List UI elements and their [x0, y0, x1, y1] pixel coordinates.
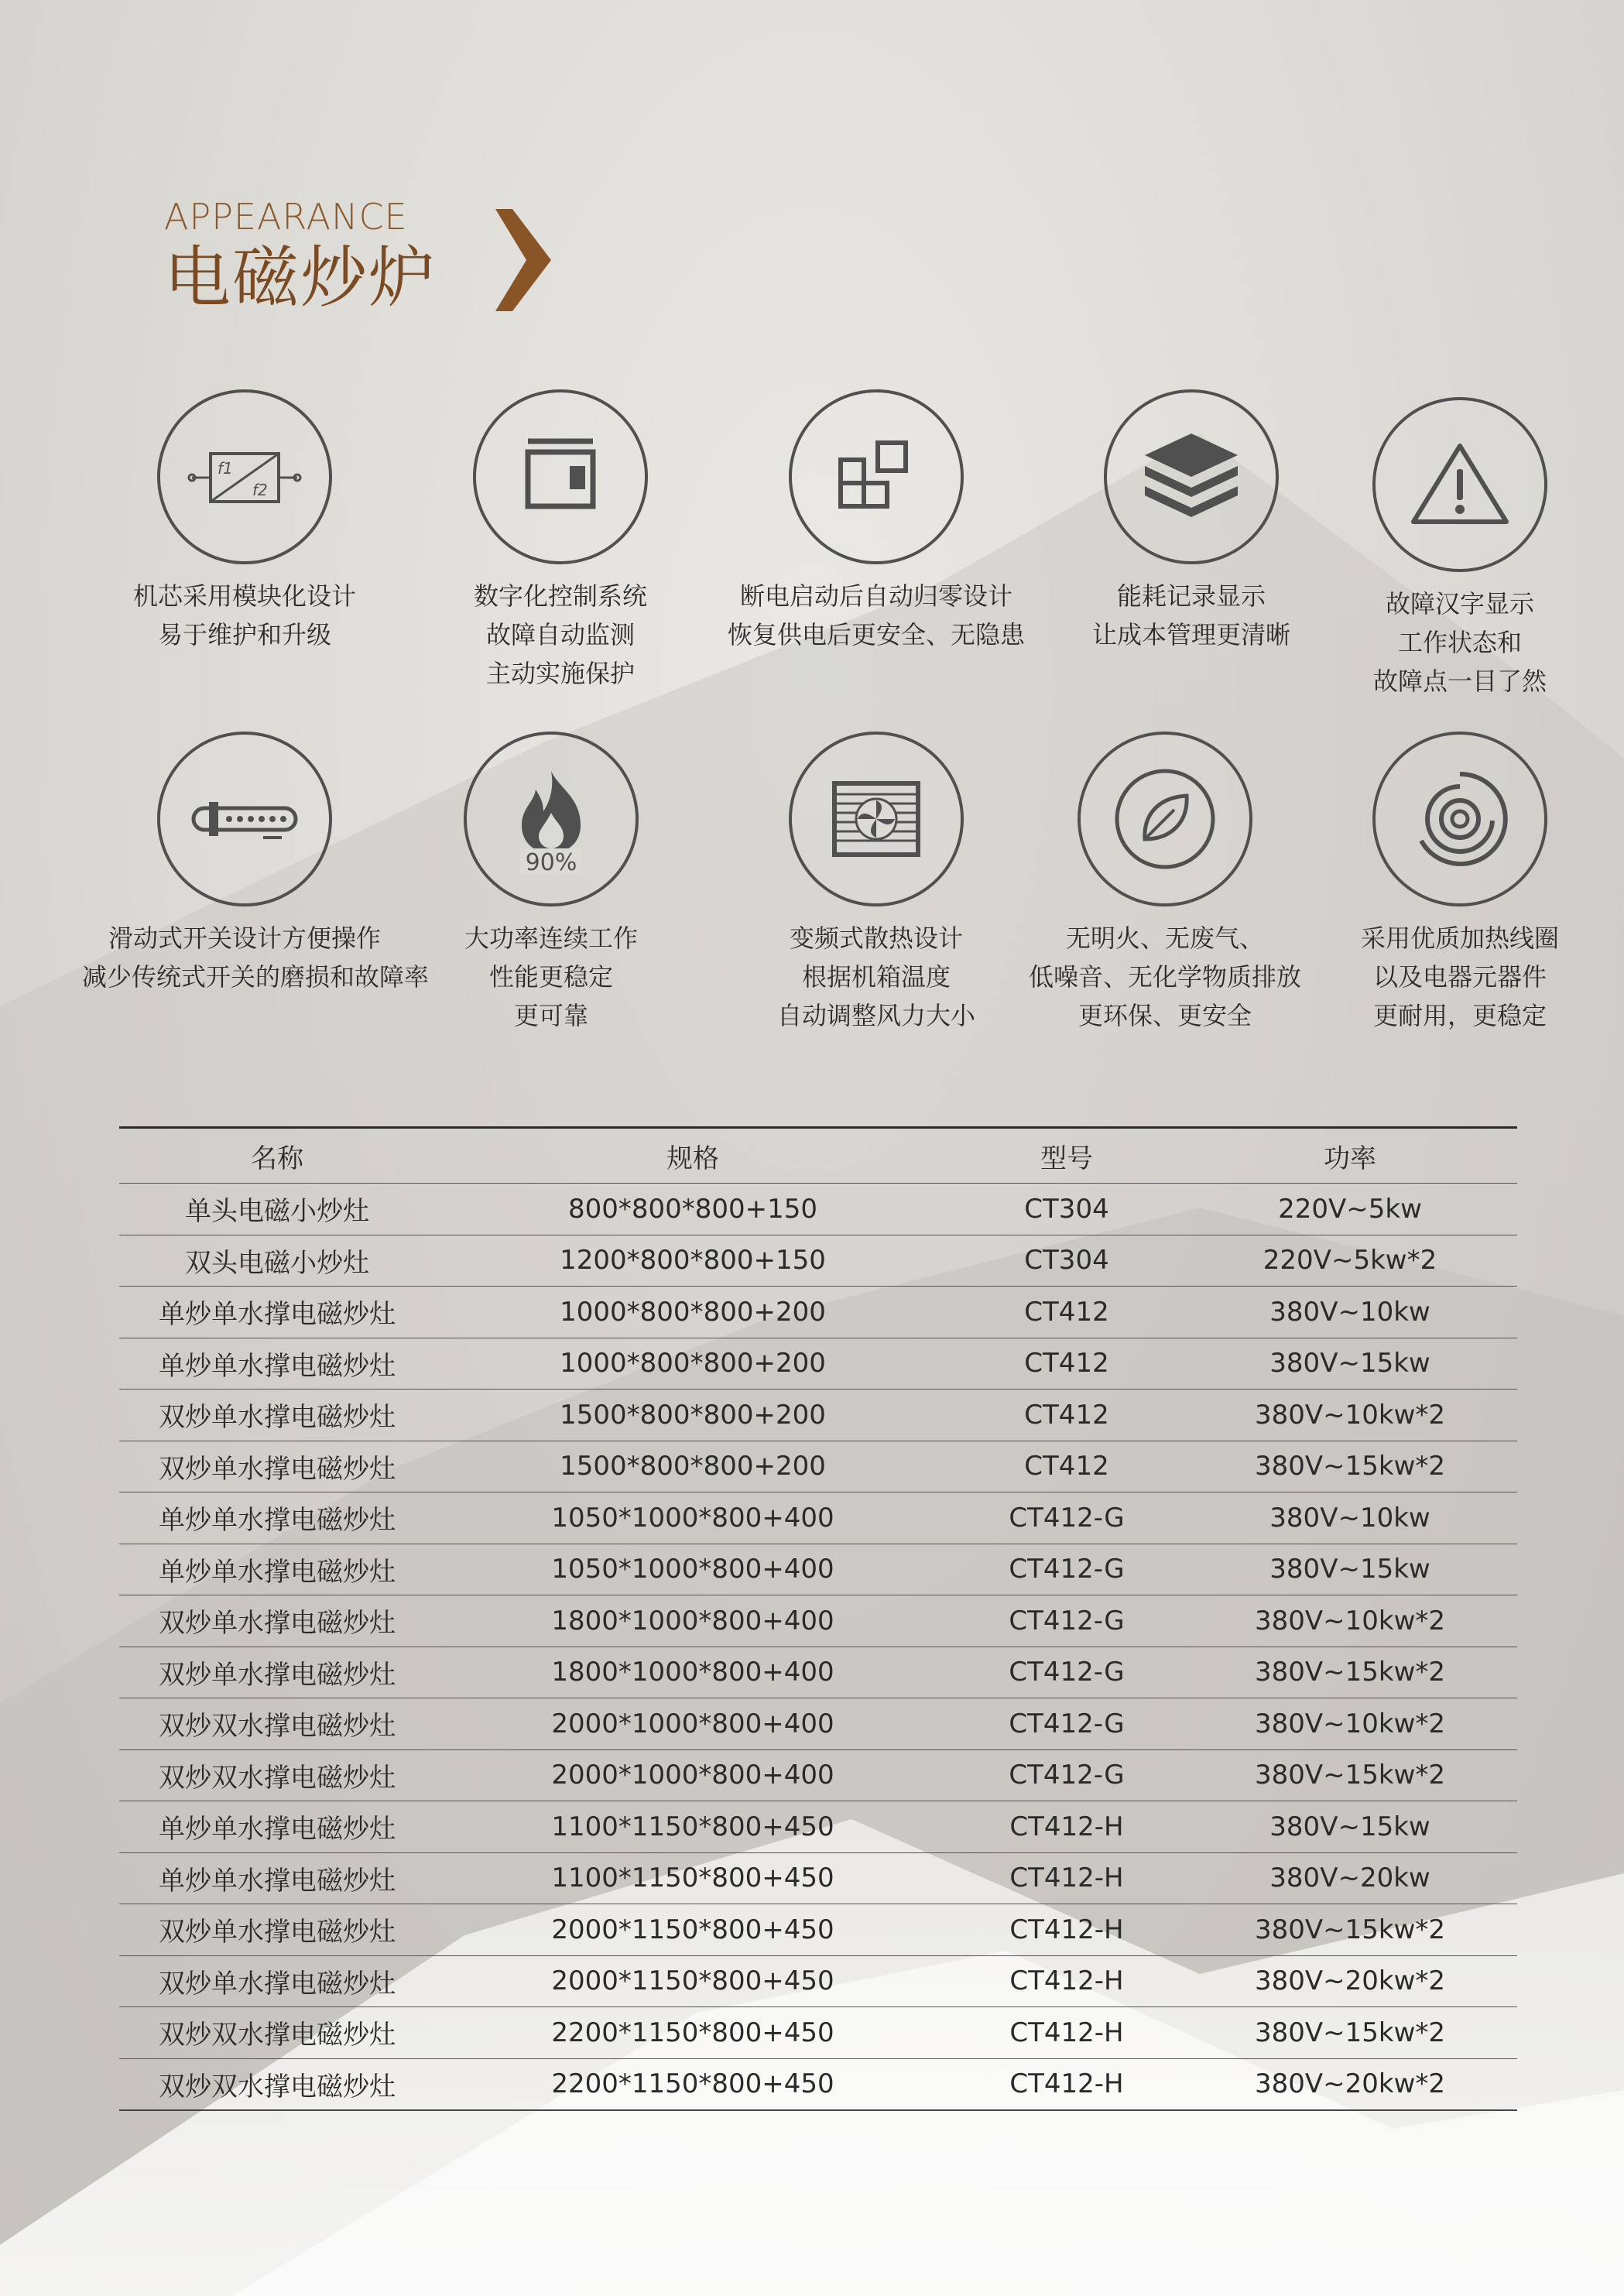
cell-power: 380V~20kw*2	[1183, 2058, 1517, 2110]
cell-power: 380V~15kw	[1183, 1544, 1517, 1595]
cell-model: CT412-H	[951, 1852, 1183, 1904]
cell-spec: 1000*800*800+200	[435, 1287, 951, 1338]
table-row	[119, 1390, 1517, 1441]
cell-name: 单炒单水撑电磁炒灶	[119, 1852, 435, 1904]
cell-spec: 2000*1150*800+450	[435, 1904, 951, 1956]
chevron-right-icon	[495, 209, 551, 311]
cell-name: 双炒单水撑电磁炒灶	[119, 1441, 435, 1492]
table-header-row	[119, 1128, 1517, 1184]
cell-name: 双炒双水撑电磁炒灶	[119, 2007, 435, 2059]
cell-power: 380V~20kw*2	[1183, 1955, 1517, 2007]
column-header-spec: 规格	[435, 1128, 951, 1184]
cell-power: 220V~5kw*2	[1183, 1235, 1517, 1287]
table-row	[119, 2007, 1517, 2059]
cell-name: 单炒单水撑电磁炒灶	[119, 1801, 435, 1853]
feature-slider-switch	[82, 732, 430, 996]
feature-text: 能耗记录显示 让成本管理更清晰	[1091, 581, 1290, 649]
feature-text: 滑动式开关设计方便操作 减少传统式开关的磨损和故障率	[82, 924, 430, 992]
cell-name: 单炒单水撑电磁炒灶	[119, 1338, 435, 1390]
cell-spec: 2000*1000*800+400	[435, 1698, 951, 1750]
table-row	[119, 1852, 1517, 1904]
cell-model: CT304	[951, 1235, 1183, 1287]
feature-text: 变频式散热设计 根据机箱温度 自动调整风力大小	[776, 924, 975, 1030]
cell-spec: 1800*1000*800+400	[435, 1595, 951, 1647]
cell-spec: 2200*1150*800+450	[435, 2058, 951, 2110]
cell-model: CT412	[951, 1441, 1183, 1492]
cell-power: 380V~10kw*2	[1183, 1390, 1517, 1441]
cell-name: 单炒单水撑电磁炒灶	[119, 1287, 435, 1338]
cell-spec: 1200*800*800+150	[435, 1235, 951, 1287]
cell-name: 双头电磁小炒灶	[119, 1235, 435, 1287]
cell-spec: 1050*1000*800+400	[435, 1492, 951, 1544]
cell-spec: 1500*800*800+200	[435, 1390, 951, 1441]
cell-spec: 1800*1000*800+400	[435, 1647, 951, 1698]
section-title: 电磁炒炉	[164, 239, 437, 317]
table-row	[119, 1287, 1517, 1338]
section-header	[164, 197, 437, 317]
table-row	[119, 2058, 1517, 2110]
feature-eco	[1002, 732, 1328, 1035]
cell-power: 380V~10kw*2	[1183, 1698, 1517, 1750]
flame-icon	[489, 757, 613, 881]
table-row	[119, 1595, 1517, 1647]
cell-power: 380V~15kw*2	[1183, 2007, 1517, 2059]
cell-model: CT412-H	[951, 1904, 1183, 1956]
cell-model: CT412-G	[951, 1595, 1183, 1647]
leaf-icon	[1103, 757, 1227, 881]
cell-model: CT412-H	[951, 2007, 1183, 2059]
feature-heating-coil	[1297, 732, 1622, 1035]
cell-model: CT412-H	[951, 1955, 1183, 2007]
cell-model: CT412	[951, 1338, 1183, 1390]
svg-text:f1: f1	[218, 459, 233, 478]
column-header-power: 功率	[1183, 1128, 1517, 1184]
cell-model: CT412-G	[951, 1749, 1183, 1801]
cell-power: 380V~15kw*2	[1183, 1749, 1517, 1801]
cell-name: 双炒双水撑电磁炒灶	[119, 2058, 435, 2110]
cell-spec: 1100*1150*800+450	[435, 1801, 951, 1853]
cell-model: CT412	[951, 1390, 1183, 1441]
table-row	[119, 1544, 1517, 1595]
table-row	[119, 1904, 1517, 1956]
cell-name: 双炒双水撑电磁炒灶	[119, 1749, 435, 1801]
column-header-name: 名称	[119, 1128, 435, 1184]
coil-icon	[1398, 757, 1522, 881]
table-row	[119, 1441, 1517, 1492]
cell-model: CT412-H	[951, 1801, 1183, 1853]
feature-auto-reset	[714, 389, 1039, 654]
table-row	[119, 1492, 1517, 1544]
section-subtitle: APPEARANCE	[164, 196, 408, 238]
converter-icon	[183, 415, 307, 539]
table-row	[119, 1749, 1517, 1801]
cell-power: 380V~15kw*2	[1183, 1647, 1517, 1698]
cell-spec: 800*800*800+150	[435, 1184, 951, 1235]
feature-text: 大功率连续工作 性能更稳定 更可靠	[464, 924, 638, 1030]
cell-spec: 1100*1150*800+450	[435, 1852, 951, 1904]
table-row	[119, 1801, 1517, 1853]
feature-text: 断电启动后自动归零设计 恢复供电后更安全、无隐患	[727, 581, 1025, 649]
cell-power: 380V~15kw*2	[1183, 1441, 1517, 1492]
cell-power: 380V~10kw	[1183, 1492, 1517, 1544]
table-row	[119, 1698, 1517, 1750]
cell-power: 380V~15kw	[1183, 1338, 1517, 1390]
efficiency-badge: 90%	[525, 849, 577, 876]
cell-name: 单头电磁小炒灶	[119, 1184, 435, 1235]
feature-text: 无明火、无废气、 低噪音、无化学物质排放 更环保、更安全	[1028, 924, 1301, 1030]
feature-high-power	[389, 732, 714, 1035]
display-panel-icon	[499, 415, 622, 539]
table-row	[119, 1647, 1517, 1698]
table-row	[119, 1955, 1517, 2007]
cell-name: 双炒单水撑电磁炒灶	[119, 1955, 435, 2007]
blocks-icon	[814, 415, 938, 539]
warning-icon	[1398, 423, 1522, 547]
feature-text: 采用优质加热线圈 以及电器元器件 更耐用，更稳定	[1360, 924, 1559, 1030]
cell-name: 双炒单水撑电磁炒灶	[119, 1647, 435, 1698]
cell-model: CT412	[951, 1287, 1183, 1338]
cell-spec: 1050*1000*800+400	[435, 1544, 951, 1595]
table-row	[119, 1184, 1517, 1235]
cell-name: 单炒单水撑电磁炒灶	[119, 1492, 435, 1544]
cell-spec: 1000*800*800+200	[435, 1338, 951, 1390]
cell-model: CT412-G	[951, 1544, 1183, 1595]
fan-icon	[814, 757, 938, 881]
feature-cooling	[714, 732, 1039, 1035]
slider-switch-icon	[183, 757, 307, 881]
cell-spec: 2000*1150*800+450	[435, 1955, 951, 2007]
cell-spec: 1500*800*800+200	[435, 1441, 951, 1492]
cell-power: 220V~5kw	[1183, 1184, 1517, 1235]
feature-fault-display	[1297, 397, 1622, 701]
cell-spec: 2000*1000*800+400	[435, 1749, 951, 1801]
feature-modular	[82, 389, 407, 654]
cell-model: CT304	[951, 1184, 1183, 1235]
cell-power: 380V~10kw*2	[1183, 1595, 1517, 1647]
cell-name: 双炒单水撑电磁炒灶	[119, 1595, 435, 1647]
feature-text: 故障汉字显示 工作状态和 故障点一目了然	[1372, 589, 1547, 696]
cell-model: CT412-G	[951, 1698, 1183, 1750]
feature-text: 数字化控制系统 故障自动监测 主动实施保护	[473, 581, 647, 688]
cell-name: 单炒单水撑电磁炒灶	[119, 1544, 435, 1595]
svg-text:f2: f2	[252, 481, 268, 499]
table-row	[119, 1235, 1517, 1287]
spec-table	[119, 1126, 1517, 2111]
feature-text: 机芯采用模块化设计 易于维护和升级	[132, 581, 356, 649]
layers-icon	[1129, 415, 1253, 539]
table-body	[119, 1184, 1517, 2110]
cell-name: 双炒双水撑电磁炒灶	[119, 1698, 435, 1750]
cell-spec: 2200*1150*800+450	[435, 2007, 951, 2059]
cell-power: 380V~10kw	[1183, 1287, 1517, 1338]
cell-model: CT412-H	[951, 2058, 1183, 2110]
feature-digital-control	[398, 389, 723, 693]
cell-power: 380V~15kw	[1183, 1801, 1517, 1853]
table-row	[119, 1338, 1517, 1390]
cell-name: 双炒单水撑电磁炒灶	[119, 1390, 435, 1441]
cell-model: CT412-G	[951, 1647, 1183, 1698]
cell-power: 380V~15kw*2	[1183, 1904, 1517, 1956]
column-header-model: 型号	[951, 1128, 1183, 1184]
cell-power: 380V~20kw	[1183, 1852, 1517, 1904]
cell-name: 双炒单水撑电磁炒灶	[119, 1904, 435, 1956]
cell-model: CT412-G	[951, 1492, 1183, 1544]
